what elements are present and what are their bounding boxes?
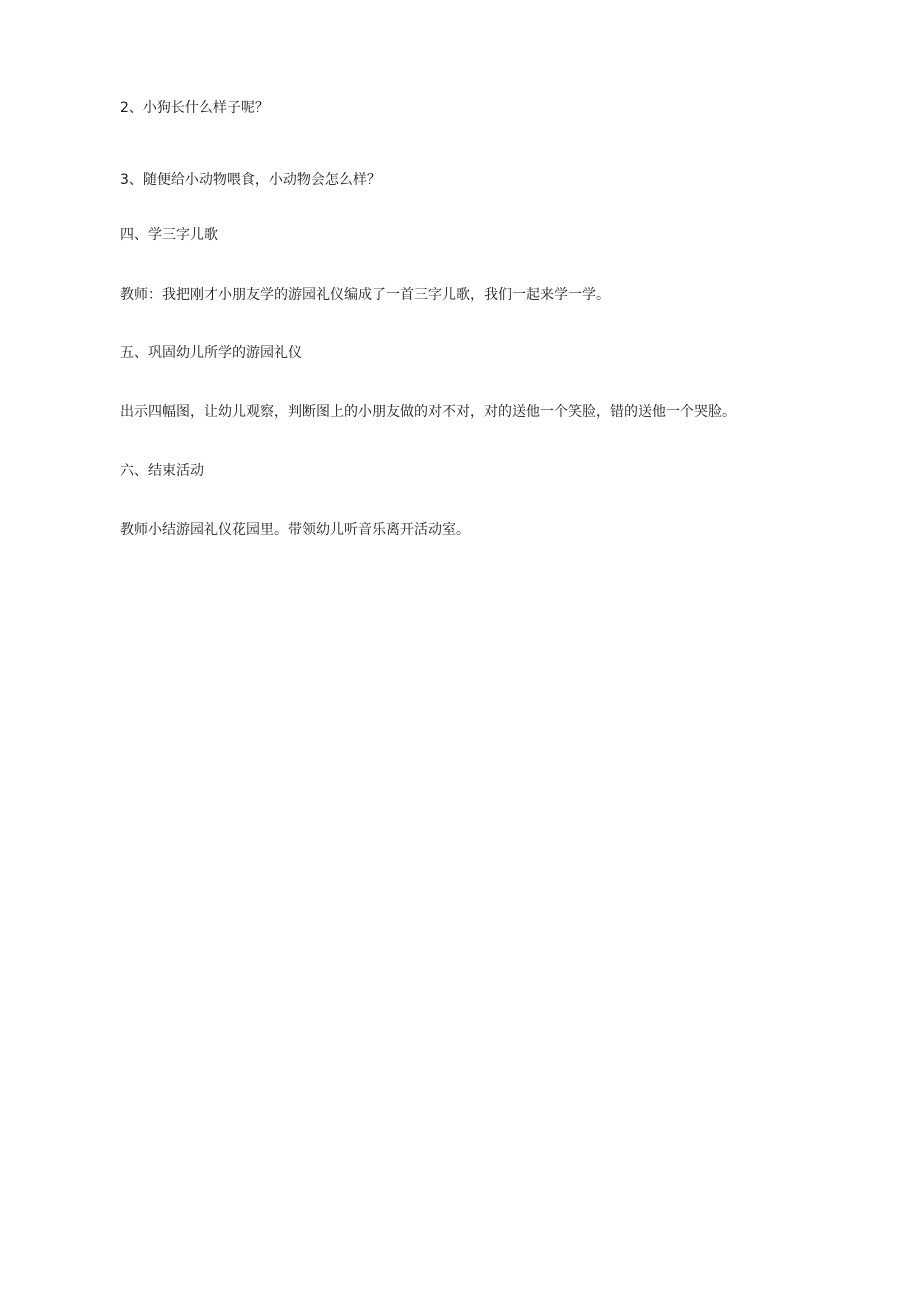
question-3: 3、随便给小动物喂食，小动物会怎么样？ [120,172,381,188]
summary-paragraph: 教师小结游园礼仪花园里。带领幼儿听音乐离开活动室。 [120,522,470,538]
section-heading-5: 五、巩固幼儿所学的游园礼仪 [120,345,302,361]
section-heading-6: 六、结束活动 [120,463,204,479]
teacher-paragraph: 教师：我把刚才小朋友学的游园礼仪编成了一首三字儿歌，我们一起来学一学。 [120,287,610,303]
section-heading-4: 四、学三字儿歌 [120,227,218,243]
question-2: 2、小狗长什么样子呢？ [120,100,269,116]
activity-paragraph: 出示四幅图，让幼儿观察，判断图上的小朋友做的对不对，对的送他一个笑脸，错的送他一个哭脸。 [120,404,736,420]
